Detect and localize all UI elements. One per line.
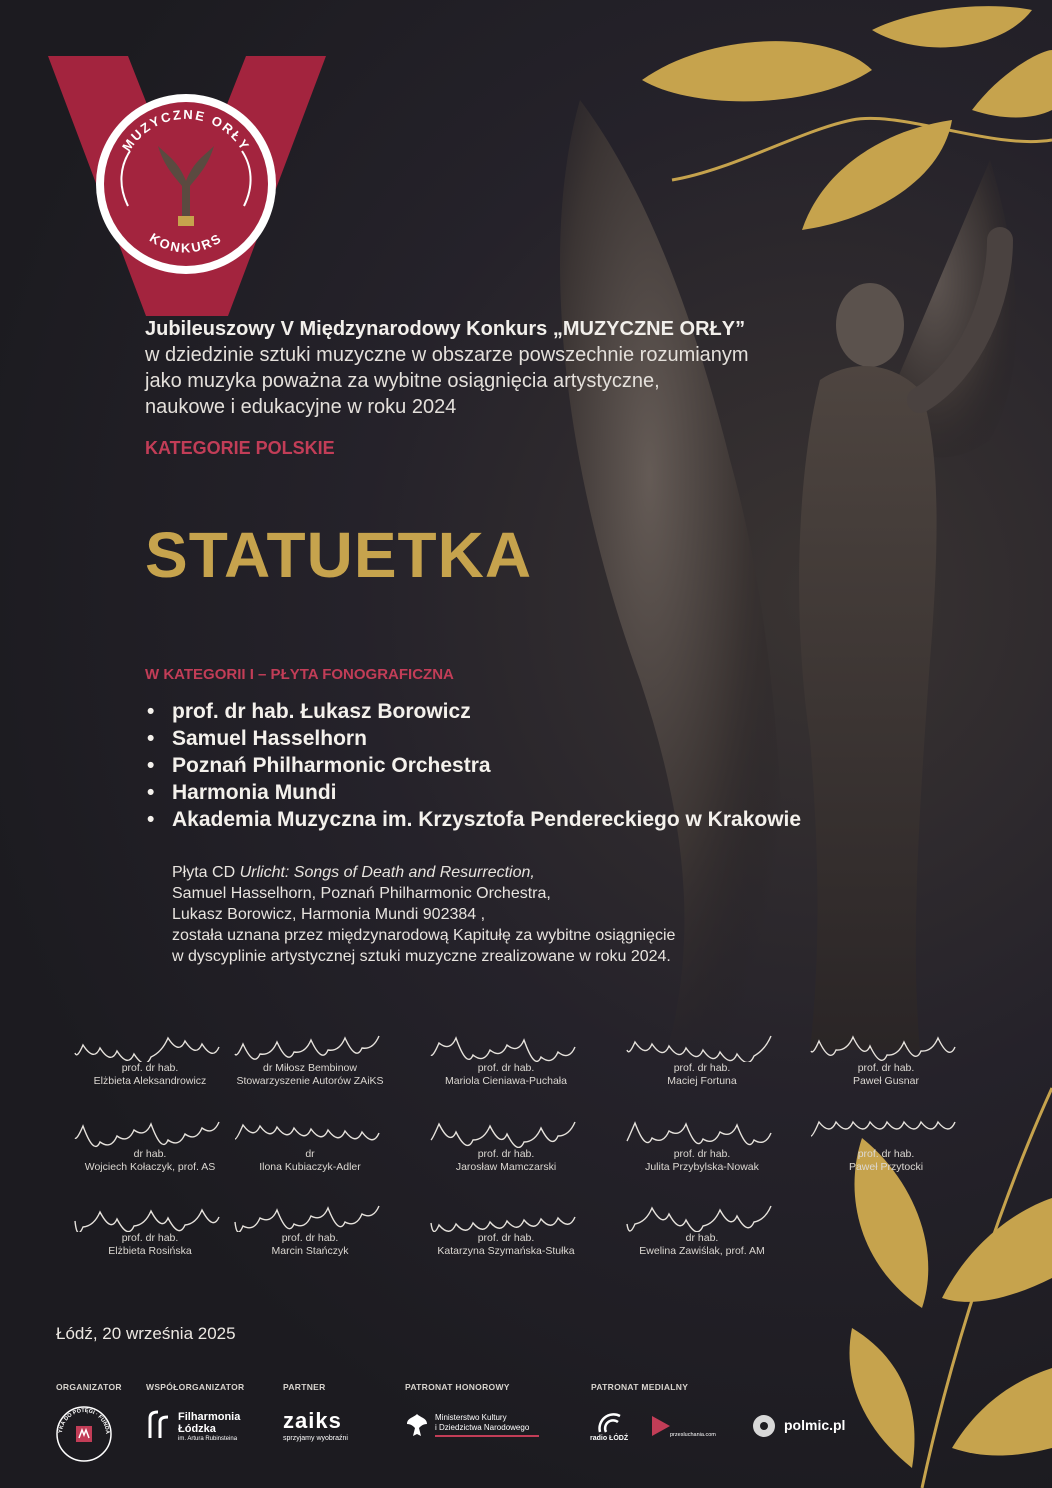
zaiks-logo [283,1410,383,1442]
filharmonia-sub: im. Artura Rubinsteina [178,1436,238,1442]
footer-label-organizer: ORGANIZATOR [56,1382,122,1392]
signature [796,1114,976,1174]
signatory-role: dr hab. [133,1148,167,1160]
radio-lodz-logo [590,1410,636,1442]
handwritten-signature [801,1114,971,1148]
play-icon [650,1414,672,1438]
signature [220,1198,400,1258]
signatory-role: prof. dr hab. [281,1232,339,1244]
handwritten-signature [801,1028,971,1062]
signature [796,1028,976,1088]
header-block [145,316,865,420]
handwritten-signature [65,1198,235,1232]
signatory-role: prof. dr hab. [477,1148,535,1160]
footer-label-honorary: PATRONAT HONOROWY [405,1382,510,1392]
footer-label-coorganizer: WSPÓŁORGANIZATOR [146,1382,245,1392]
signatory-name: Jarosław Mamczarski [455,1161,557,1173]
winner-item: • Akademia Muzyczna im. Krzysztofa Pendereckiego w Krakowie [145,806,801,833]
signatory-role: prof. dr hab. [673,1062,731,1074]
signature [612,1114,792,1174]
zaiks-sub: sprzyjamy wyobraźni [283,1435,348,1442]
signatory-name: Paweł Gusnar [853,1075,919,1087]
signatory-name: Elżbieta Aleksandrowicz [93,1075,207,1087]
logo-ring-top-text: MUZYCZNE ORŁY [119,106,253,154]
footer-label-media: PATRONAT MEDIALNY [591,1382,689,1392]
fundacja-logo-text: YKA DO POTĘGI · FUNDA [57,1407,111,1435]
handwritten-signature [225,1028,395,1062]
filharmonia-name-line2: Łódzka [178,1423,216,1435]
description-line: Lukasz Borowicz, Harmonia Mundi 902384 , [172,906,486,923]
handwritten-signature [225,1114,395,1148]
award-description [172,862,872,967]
signature [416,1028,596,1088]
signatory-role: prof. dr hab. [673,1148,731,1160]
signatory-role: prof. dr hab. [477,1062,535,1074]
signature [220,1114,400,1174]
description-line: została uznana przez międzynarodową Kapitułę za wybitne osiągnięcie [172,927,676,944]
handwritten-signature [421,1028,591,1062]
signatory-role: prof. dr hab. [477,1232,535,1244]
handwritten-signature [617,1114,787,1148]
eagle-emblem-icon [405,1410,429,1440]
signature [416,1114,596,1174]
signature [60,1198,240,1258]
winner-item: • prof. dr hab. Łukasz Borowicz [145,698,801,725]
signature [612,1028,792,1088]
signatory-name: Julita Przybylska-Nowak [645,1161,759,1173]
album-title: Urlicht: Songs of Death and Resurrection, [239,864,535,881]
winner-item: • Poznań Philharmonic Orchestra [145,752,801,779]
polmic-name: polmic.pl [784,1417,846,1433]
zaiks-name: zaiks [283,1408,342,1433]
przesluchania-name: przesluchania.com [670,1432,716,1438]
signatory-name: Marcin Stańczyk [271,1245,349,1257]
handwritten-signature [617,1198,787,1232]
muzyczne-orly-logo [48,56,326,316]
place-and-date: Łódź, 20 września 2025 [56,1324,236,1343]
subcategory-heading: W KATEGORII I – PŁYTA FONOGRAFICZNA [145,666,454,683]
footer-label-partner: PARTNER [283,1382,326,1392]
logo-ring-bottom-text: KONKURS [147,229,225,256]
signatory-name: Stowarzyszenie Autorów ZAiKS [236,1075,384,1087]
handwritten-signature [65,1114,235,1148]
disc-icon [752,1414,776,1438]
header-line: w dziedzinie sztuki muzyczne w obszarze powszechnie rozumianym [145,344,749,366]
signature [220,1028,400,1088]
signatory-role: prof. dr hab. [857,1148,915,1160]
filharmonia-name: Filharmonia [178,1411,241,1423]
signatory-name: Katarzyna Szymańska-Stułka [437,1245,575,1257]
description-line: w dyscyplinie artystycznej sztuki muzyczne zrealizowane w roku 2024. [172,948,671,965]
radio-lodz-name: radio ŁÓDŹ [590,1435,629,1442]
signatory-name: Paweł Przytocki [848,1161,924,1173]
handwritten-signature [65,1028,235,1062]
ministry-line-1: Ministerstwo Kultury [435,1413,507,1422]
signatory-name: Wojciech Kołaczyk, prof. AS [84,1161,216,1173]
header-line: jako muzyka poważna za wybitne osiągnięcia artystyczne, [145,370,660,392]
filharmonia-icon [146,1410,172,1440]
description-line: Samuel Hasselhorn, Poznań Philharmonic Orchestra, [172,885,551,902]
signatory-role: prof. dr hab. [857,1062,915,1074]
signatory-role: dr Miłosz Bembinow [263,1062,357,1074]
winner-item: • Harmonia Mundi [145,779,801,806]
fundacja-logo [54,1404,114,1464]
ministry-line-2: i Dziedzictwa Narodowego [435,1423,530,1432]
description-prefix: Płyta CD [172,864,240,881]
signatory-role: prof. dr hab. [121,1232,179,1244]
signatory-name: Ewelina Zawiślak, prof. AM [639,1245,765,1257]
signatory-role: dr [305,1148,315,1160]
category-heading: KATEGORIE POLSKIE [145,438,335,458]
signature [416,1198,596,1258]
handwritten-signature [617,1028,787,1062]
winners-list [145,698,801,833]
signatory-name: Mariola Cieniawa-Puchała [445,1075,567,1087]
handwritten-signature [225,1198,395,1232]
signature [60,1028,240,1088]
signatory-name: Elżbieta Rosińska [108,1245,192,1257]
award-title: STATUETKA [145,519,533,591]
winner-item: • Samuel Hasselhorn [145,725,801,752]
signatory-role: dr hab. [685,1232,719,1244]
header-line: naukowe i edukacyjne w roku 2024 [145,396,457,418]
signatory-role: prof. dr hab. [121,1062,179,1074]
signatory-name: Maciej Fortuna [667,1075,737,1087]
laurel-leaves-top [572,0,1052,240]
signature [612,1198,792,1258]
ministry-underline [435,1435,539,1437]
signature [60,1114,240,1174]
competition-title: Jubileuszowy V Międzynarodowy Konkurs „MUZYCZNE ORŁY” [145,318,746,340]
handwritten-signature [421,1198,591,1232]
handwritten-signature [421,1114,591,1148]
signatory-name: Ilona Kubiaczyk-Adler [259,1161,361,1173]
